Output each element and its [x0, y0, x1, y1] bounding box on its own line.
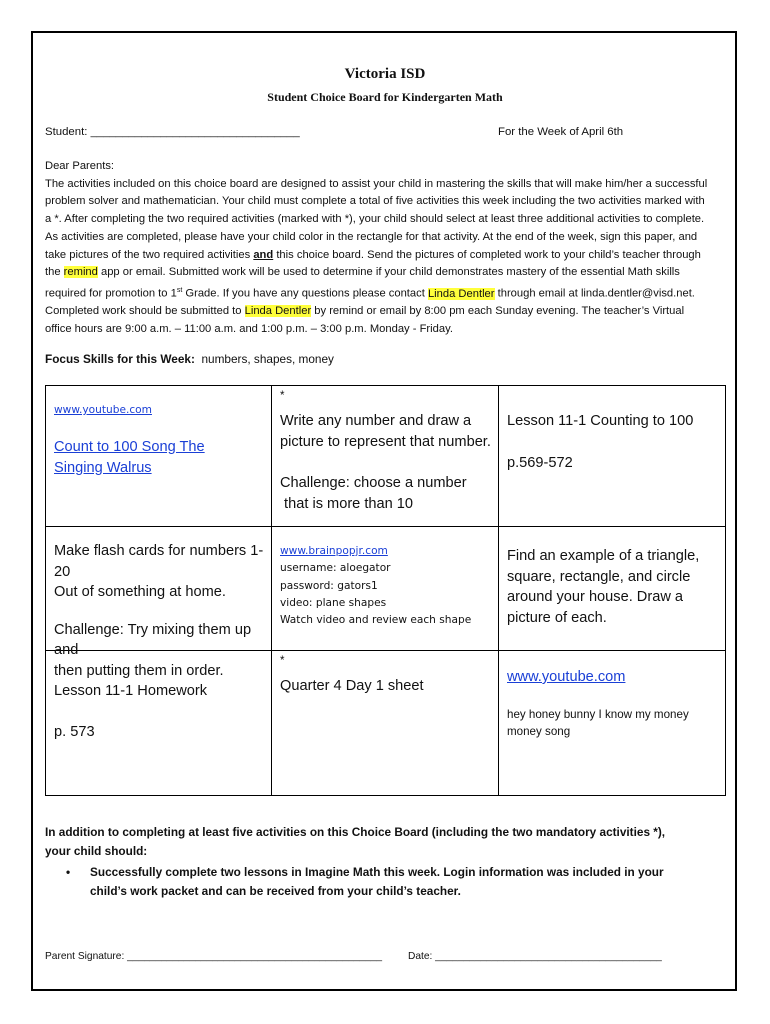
lesson-pages: p.569-572 — [507, 455, 573, 471]
video-title: hey honey bunny I know my money money song — [507, 708, 689, 739]
letter-line: the remind app or email. Submitted work will be used to determine if your child demonstrates mastery of the essential Math skills — [45, 266, 680, 279]
teacher-name-highlight: Linda Dentler — [244, 305, 312, 318]
letter-line: office hours are 9:00 a.m. – 11:00 a.m. and 1:00 p.m. – 3:00 p.m. Monday - Friday. — [45, 323, 453, 336]
lesson-pages: p. 573 — [54, 724, 95, 740]
lesson-title: Lesson 11-1 Counting to 100 — [507, 413, 694, 429]
emphasis-and: and — [253, 248, 274, 261]
required-star: * — [280, 389, 285, 402]
activity-cell[interactable] — [499, 651, 726, 796]
parent-letter — [45, 158, 725, 339]
board-subtitle: Student Choice Board for Kindergarten Math — [267, 90, 503, 104]
focus-value: numbers, shapes, money — [201, 352, 334, 366]
date-line[interactable]: Date: ________________________________________ — [408, 951, 662, 962]
activity-text: Find an example of a triangle, square, rectangle, and circle around your house. Draw a picture of each. — [507, 548, 700, 626]
letter-line: a *. After completing the two required activities (marked with *), your child should select at least three additional activities to complete. — [45, 213, 705, 226]
activity-cell[interactable] — [46, 651, 272, 796]
letter-line: The activities included on this choice board are designed to assist your child in mastering the skills that will make him/her a successful — [45, 177, 708, 190]
brainpop-link[interactable]: www.brainpopjr.com — [280, 545, 388, 557]
week-label: For the Week of April 6th — [498, 126, 624, 138]
remind-highlight: remind — [63, 266, 98, 279]
letter-line: take pictures of the two required activities and this choice board. Send the pictures of completed work to your child’s teacher through — [45, 248, 701, 261]
lesson-title: Lesson 11-1 Homework — [54, 683, 208, 699]
activity-text: Make flash cards for numbers 1-20 Out of something at home. Challenge: Try mixing them up and then putting them in order. — [54, 543, 264, 679]
district-title: Victoria ISD — [344, 66, 426, 82]
requirements-note: In addition to completing at least five activities on this Choice Board (including the two mandatory activities *), your child should: — [45, 825, 666, 858]
activity-cell[interactable] — [46, 527, 272, 679]
letter-line: required for promotion to 1st Grade. If you have any questions please contact Linda Dentler through email at linda.dentler@visd.net. — [45, 286, 695, 300]
youtube-link[interactable]: www.youtube.com — [507, 669, 626, 685]
focus-skills — [45, 352, 334, 366]
activity-cell[interactable] — [272, 527, 499, 651]
letter-line: As activities are completed, please have your child color in the rectangle for that activity. At the end of the week, sign this paper, and — [45, 230, 698, 243]
activity-cell[interactable] — [499, 386, 726, 527]
video-title-link[interactable]: Count to 100 Song The Singing Walrus — [54, 439, 205, 476]
letter-greeting: Dear Parents: — [45, 160, 115, 172]
bullet-icon: • — [66, 865, 71, 879]
required-star: * — [280, 654, 285, 667]
brainpop-info: www.brainpopjr.com username: aloegator password: gators1 video: plane shapes Watch video and review each shape — [280, 543, 495, 629]
letter-line: Completed work should be submitted to Linda Dentler by remind or email by 8:00 pm each Sunday evening. The teacher’s Virtual — [45, 305, 685, 318]
activity-cell[interactable] — [46, 386, 272, 527]
activity-cell-required[interactable] — [272, 651, 499, 796]
activity-cell-required[interactable] — [272, 386, 499, 527]
teacher-name-highlight: Linda Dentler — [427, 287, 495, 300]
activity-text: Write any number and draw a picture to represent that number. Challenge: choose a number that is more than 10 — [280, 413, 491, 512]
youtube-link[interactable]: www.youtube.com — [54, 404, 152, 416]
activity-cell[interactable] — [499, 527, 726, 651]
choice-board — [45, 385, 726, 796]
activity-text: Quarter 4 Day 1 sheet — [280, 678, 424, 694]
focus-label: Focus Skills for this Week: — [45, 352, 195, 366]
letter-line: problem solver and mathematician. Your child must complete a total of five activities this week including the two activities marked with — [45, 195, 705, 208]
parent-signature-line[interactable]: Parent Signature: _____________________________________________ — [45, 951, 383, 962]
student-name-line[interactable]: Student: _________________________________ — [45, 126, 300, 138]
